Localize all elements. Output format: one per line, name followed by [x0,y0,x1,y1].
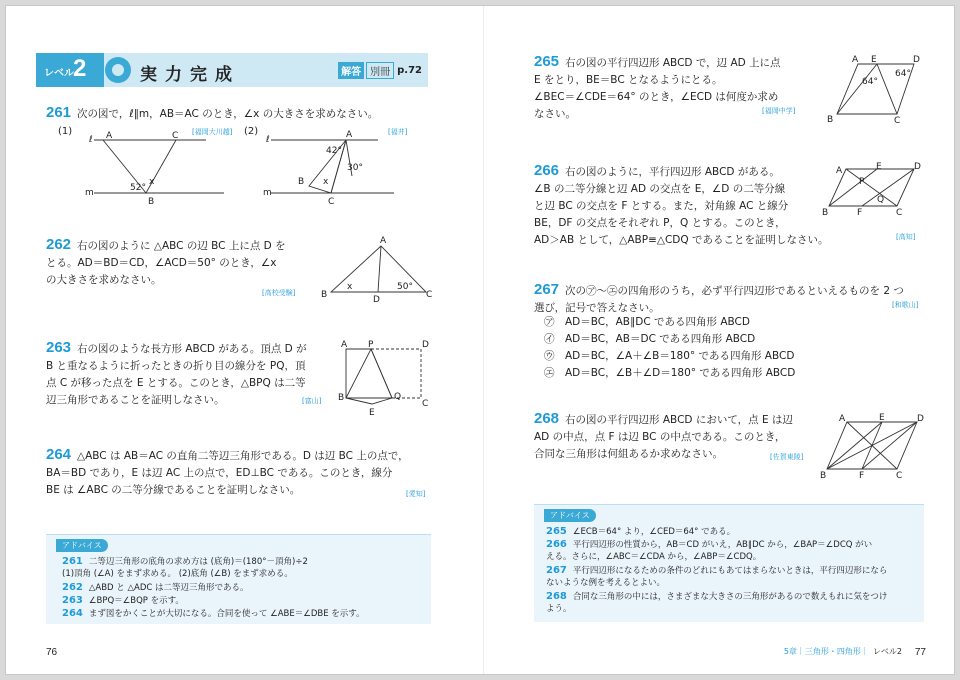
source-tag: [福岡大川越] [192,128,233,136]
advice-line [546,603,572,616]
page-number-right: 77 [914,647,926,658]
source-tag: [福岡中学] [762,107,796,115]
problem-line: 右の図のように △ABC の辺 BC 上に点 D を [77,240,286,252]
problem-line: AD＞AB として，△ABP≡△CDQ であることを証明しなさい。 [534,234,829,246]
problem-line: 合同な三角形は何組あるか求めなさい。 [534,448,723,460]
source-tag: [和歌山] [892,301,919,309]
label-m: m [85,188,94,198]
problem-number: 266 [534,162,560,179]
problem-line: 点 C が移った点を E とする。このとき，△BPQ は二等 [46,377,306,389]
label-F: F [859,471,865,481]
label-Q: Q [394,392,402,402]
advice-text: 平行四辺形の性質から，AB＝CD がいえ，AB∥DC から，∠BAP＝∠DCQ がい [572,540,873,550]
advice-line [62,568,293,581]
problem-line: AD の中点，点 F は辺 BC の中点である。このとき， [534,431,786,443]
source-tag: [愛知] [406,490,426,498]
advice-number: 263 [62,595,83,606]
left-page [6,6,484,674]
problem-line: 選び，記号で答えなさい。 [534,302,660,314]
subproblem-1-label: (1) [58,126,73,137]
option-item: ㋐ AD＝BC，AB∥DC である四角形 ABCD [544,316,750,328]
problem-line: BE，DF の交点をそれぞれ P，Q とする。このとき， [534,217,786,229]
folded-part [371,349,421,398]
advice-line [546,590,887,604]
label-E: E [876,162,882,172]
advice-text: よう。 [546,604,572,614]
answer-page: p.72 [397,65,422,76]
problem-text: 次の図で，ℓ∥m，AB＝AC のとき，∠x の大きさを求めなさい。 [77,108,379,120]
advice-text: まず図をかくことが大切になる。合同を使って ∠ABE＝∠DBE を示す。 [88,609,365,619]
label-angle-2: 64° [895,69,911,79]
advice-text: 合同な三角形の中には，さまざまな大きさの三角形があるので数えもれに気をつけ [572,592,888,602]
label-C: C [894,116,901,126]
label-x: x [149,177,155,187]
label-B: B [298,177,305,187]
source-tag: [高校受験] [262,289,296,297]
option-item: ㋓ AD＝BC，∠B＋∠D＝180° である四角形 ABCD [544,367,796,379]
problem-line: と辺 BC の交点を F とする。また，対角線 AC と線分 [534,200,789,212]
label-C: C [328,197,335,207]
label-B: B [820,471,827,481]
source-tag: [福井] [388,128,408,136]
advice-text: 平行四辺形になるための条件のどれにもあてはまらないときは，平行四辺形になら [572,566,888,576]
advice-box [46,534,431,624]
label-C: C [422,399,429,409]
problem-line: 辺三角形であることを証明しなさい。 [46,394,225,406]
label-angle: 50° [397,282,413,292]
problem-number: 264 [46,446,72,463]
level-label: レベル [44,68,74,79]
bessatsu-label: 別冊 [366,62,394,79]
problem-number: 268 [534,410,560,427]
problem-line: なさい。 [534,108,576,120]
advice-line [546,525,735,539]
label-B: B [822,208,829,218]
problem-line: ∠B の二等分線と辺 AD の交点を E，∠D の二等分線 [534,183,786,195]
problem-line: BE は ∠ABC の二等分線であることを証明しなさい。 [46,484,301,496]
problem-line: ∠BEC＝∠CDE＝64° のとき，∠ECD は何度か求め [534,91,779,103]
label-l: ℓ [89,135,93,145]
label-angle: 52° [130,183,146,193]
problem-line: の大きさを求めなさい。 [46,274,162,286]
right-page [484,6,956,674]
problem-number: 265 [534,53,560,70]
book-spread [5,5,955,675]
rectangle-left [346,349,392,398]
subproblem-2-label: (2) [244,126,259,137]
segment-ef [862,422,882,469]
label-A: A [380,236,387,246]
label-F: F [857,208,863,218]
label-angle-1: 42° [326,146,342,156]
advice-text: 二等辺三角形の底角の求め方は (底角)＝(180°－頂角)÷2 [88,557,308,567]
advice-line [546,551,761,564]
label-B: B [321,290,328,300]
answer-label: 解答 [338,62,364,79]
label-C: C [426,290,433,300]
source-tag: [佐賀東陵] [770,453,804,461]
problem-line: 右の図の平行四辺形 ABCD において，点 E は辺 [565,414,793,426]
label-C: C [172,131,179,141]
problem-line: E をとり，BE＝BC となるようにとる。 [534,74,723,86]
fold-lines [346,349,392,404]
label-B: B [338,393,345,403]
problem-number: 262 [46,236,72,253]
advice-number: 267 [546,565,567,576]
label-C: C [896,208,903,218]
label-m: m [263,188,272,198]
advice-text: (1)頂角 (∠A) をまず求める。 (2)底角 (∠B) をまず求める。 [62,569,293,579]
label-Q: Q [877,195,885,205]
problem-number: 261 [46,104,72,121]
advice-text: ないような例を考えるとよい。 [546,578,666,588]
label-C: C [896,471,903,481]
problem-line: 右の図のような長方形 ABCD がある。頂点 D が [77,343,307,355]
label-B: B [827,115,834,125]
source-tag: [富山] [302,397,322,405]
advice-text: ∠BPQ＝∠BQP を示す。 [88,596,184,606]
label-D: D [914,162,921,172]
problem-line: △ABC は AB＝AC の直角二等辺三角形である。D は辺 BC 上の点で， [77,450,409,462]
advice-number: 265 [546,526,567,537]
section-title: 実力完成 [140,65,240,85]
problem-264 [46,446,466,499]
advice-line [62,581,249,595]
advice-number: 266 [546,539,567,550]
advice-line [62,594,184,608]
label-P: P [859,177,865,187]
option-item: ㋒ AD＝BC，∠A＋∠B＝180° である四角形 ABCD [544,350,795,362]
level-number: 2 [73,55,87,82]
label-D: D [422,340,429,350]
label-P: P [368,340,374,350]
advice-number: 261 [62,556,83,567]
problem-line: 次の㋐～㋓の四角形のうち，必ず平行四辺形であるといえるものを 2 つ [565,285,904,297]
label-angle-1: 64° [862,77,878,87]
label-x: x [323,177,329,187]
label-E: E [871,55,877,65]
footer-level: レベル2 [872,647,902,656]
problem-line: 右の図の平行四辺形 ABCD で，辺 AD 上に点 [565,57,781,69]
label-A: A [346,130,353,140]
page-number-left: 76 [46,647,58,658]
problem-number: 267 [534,281,560,298]
label-angle-2: 30° [347,163,363,173]
advice-line [546,538,872,552]
problem-line: とる。AD＝BD＝CD，∠ACD＝50° のとき，∠x [46,257,277,269]
advice-line [546,564,887,578]
advice-number: 262 [62,582,83,593]
source-tag: [高知] [896,233,916,241]
advice-text: ∠ECB＝64° より，∠CED＝64° である。 [572,527,736,537]
advice-line [62,607,365,621]
advice-line [546,577,665,590]
label-D: D [373,295,380,305]
label-E: E [369,408,375,418]
advice-tag: アドバイス [56,539,108,552]
running-footer [784,646,902,657]
label-B: B [148,197,155,207]
label-E: E [879,413,885,423]
advice-box [534,504,924,622]
advice-text: える。さらに，∠ABC＝∠CDA から，∠ABP＝∠CDQ。 [546,552,762,562]
advice-text: △ABD と △ADC は二等辺三角形である。 [88,583,249,593]
label-x: x [347,282,353,292]
advice-tag: アドバイス [544,509,596,522]
option-item: ㋑ AD＝BC，AB＝DC である四角形 ABCD [544,333,756,345]
label-A: A [852,55,859,65]
label-A: A [836,166,843,176]
label-D: D [917,414,924,424]
label-l: ℓ [266,135,270,145]
footer-chapter: 5章｜三角形・四角形｜ [783,647,869,656]
label-A: A [106,131,113,141]
problem-line: 右の図のように，平行四辺形 ABCD がある。 [565,166,780,178]
problem-line: BA＝BD であり，E は辺 AC 上の点で，ED⊥BC である。このとき，線分 [46,467,393,479]
label-D: D [913,55,920,65]
advice-line [62,555,308,569]
advice-number: 264 [62,608,83,619]
advice-number: 268 [546,591,567,602]
problem-line: B と重なるように折ったときの折り目の線分を PQ，頂 [46,360,306,372]
label-A: A [839,414,846,424]
problem-number: 263 [46,339,72,356]
label-A: A [341,340,348,350]
